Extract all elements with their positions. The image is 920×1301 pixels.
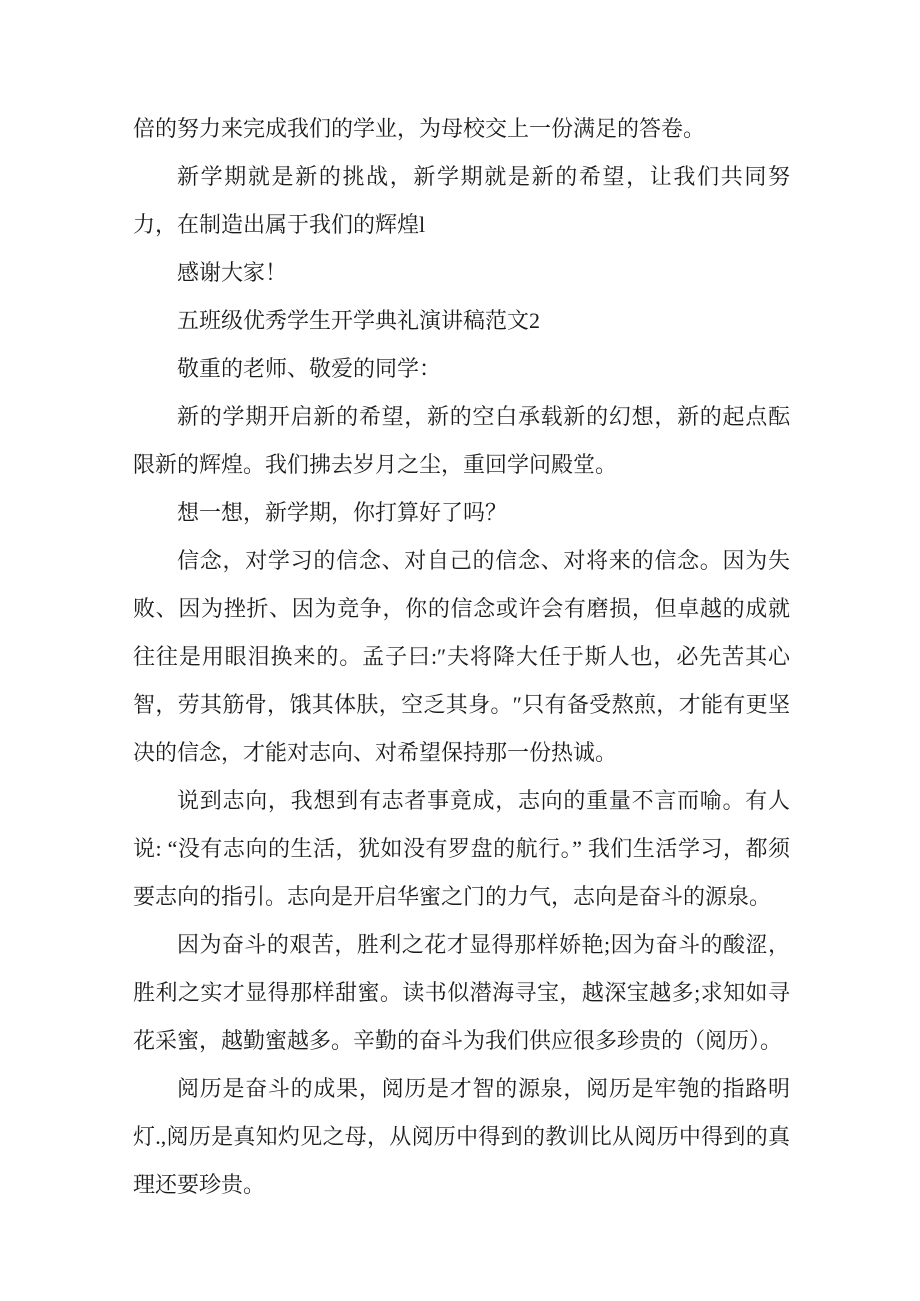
paragraph: 五班级优秀学生开学典礼演讲稿范文2 [177,308,541,333]
paragraph: 倍的努力来完成我们的学业，为母校交上一份满足的答卷。 [133,116,706,141]
paragraph: 新学期就是新的挑战，新学期就是新的希望，让我们共同努力，在制造出属于我们的辉煌l [133,164,790,237]
paragraph: 阅历是奋斗的成果，阅历是才智的源泉，阅历是牢匏的指路明灯.,阅历是真知灼见之母，从阅历中得到的教训比从阅历中得到的真理还要珍贵。 [133,1076,790,1197]
paragraph: 感谢大家！ [177,260,288,285]
paragraph: 因为奋斗的艰苦，胜利之花才显得那样娇艳;因为奋斗的酸涩，胜利之实才显得那样甜蜜。读书似潜海寻宝，越深宝越多;求知如寻花采蜜，越勤蜜越多。辛勤的奋斗为我们供应很多珍贵的（阅历）。 [133,932,790,1053]
paragraph: 信念，对学习的信念、对自己的信念、对将来的信念。因为失败、因为挫折、因为竞争，你的信念或许会有磨损，但卓越的成就往往是用眼泪换来的。孟子曰:″夫将降大任于斯人也，必先苦其心智，劳其筋骨，饿其体肤，空乏其身。″只有备受熬煎，才能有更坚决的信念，才能对志向、对希望保持那一份热诚。 [133,548,790,765]
paragraph: 新的学期开启新的希望，新的空白承载新的幻想，新的起点酝限新的辉煌。我们拂去岁月之尘，重回学问殿堂。 [133,404,790,477]
document-body [133,105,790,1209]
paragraph: 想一想，新学期，你打算好了吗？ [177,500,508,525]
paragraph: 敬重的老师、敬爱的同学： [177,356,442,381]
paragraph: 说到志向，我想到有志者事竟成，志向的重量不言而喻。有人说: “没有志向的生活，犹如没有罗盘的航行。” 我们生活学习，都须要志向的指引。志向是开启华蜜之门的力气，志向是奋斗的源泉。 [133,788,790,909]
